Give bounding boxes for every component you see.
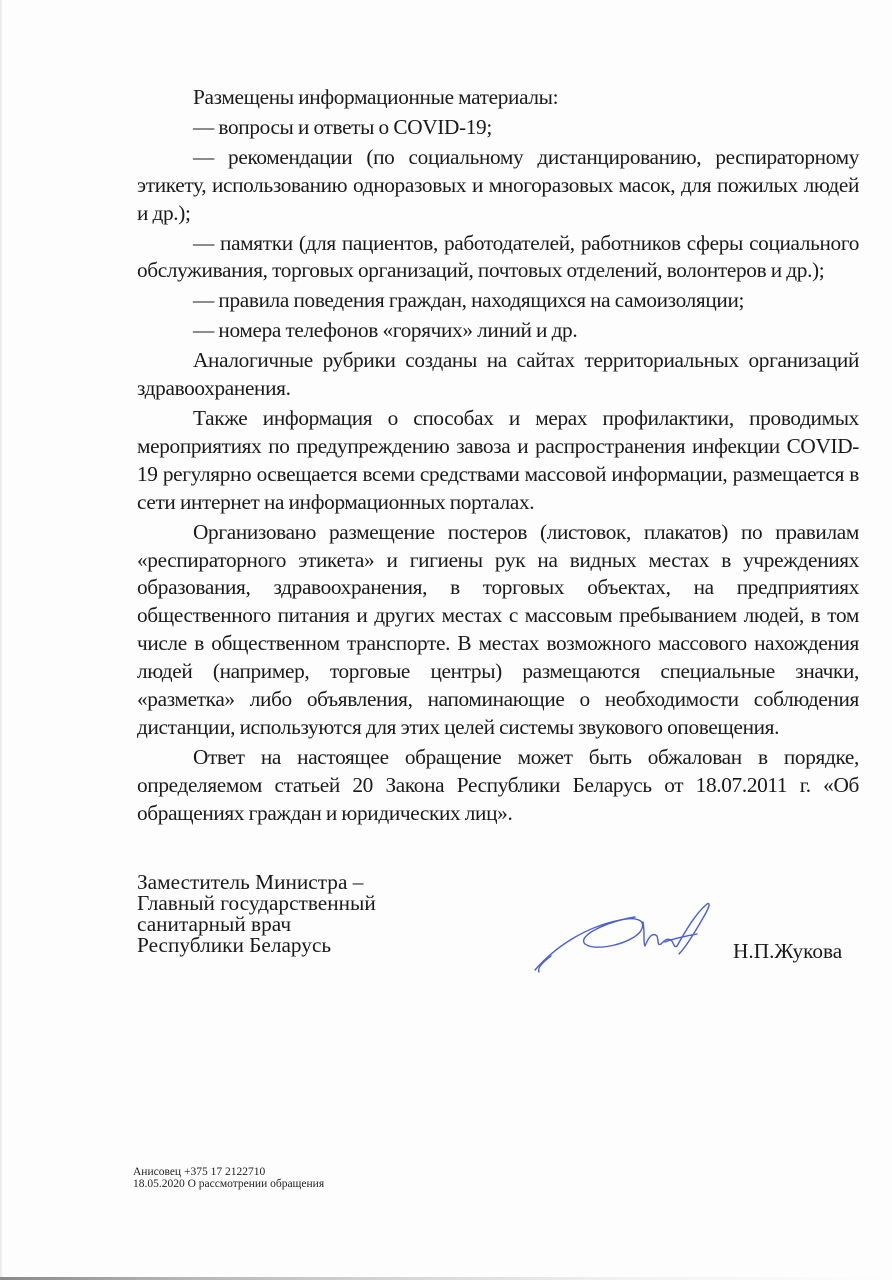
footer-note — [133, 1166, 859, 1261]
dash-bullet — [193, 145, 228, 169]
signatory-name: Н.П.Жукова — [733, 938, 843, 963]
dash-bullet — [193, 318, 218, 342]
paragraph-territorial: Аналогичные рубрики созданы на сайтах территориальных организаций здравоохранения. — [137, 348, 859, 401]
dash-bullet — [193, 115, 218, 139]
signature-stroke — [665, 934, 697, 942]
dash-bullet — [193, 231, 220, 255]
paragraph-posters: Организовано размещение постеров (листовок, плакатов) по правилам «респираторного этикета» и гигиены рук на видных местах в учреждениях образования, здравоохранения, в торговых объектах, на предприятиях общественного питания и других местах с массовым пребыванием людей, в том числе в общественном транспорте. В местах возможного массового нахождения людей (например, торговые центры) размещаются специальные значки, «разметка» либо объявления, напоминающие о необходимости соблюдения дистанции, используются для этих целей системы звукового оповещения. — [137, 519, 859, 739]
signature-row — [137, 869, 859, 982]
scan-edge-left — [0, 0, 3, 1280]
list-item-text: вопросы и ответы о COVID-19; — [218, 114, 492, 139]
list-item-recommendations — [137, 144, 859, 228]
list-item-memos — [137, 230, 859, 286]
handwritten-signature — [525, 892, 725, 982]
paragraph-media: Также информация о способах и мерах профилактики, проводимых мероприятиях по предупреждению завоза и распространения инфекции COVID-19 регулярно освещается всеми средствами массовой информации, размещается в сети интернет на информационных порталах. — [137, 405, 859, 514]
letter-body — [137, 84, 859, 828]
list-item-text: правила поведения граждан, находящихся на самоизоляции; — [218, 288, 745, 313]
paragraph-materials-intro: Размещены информационные материалы: — [193, 85, 559, 109]
signature-stroke — [643, 922, 677, 947]
signatory-title — [137, 869, 376, 957]
list-item-qa — [137, 114, 859, 142]
paragraph-appeal: Ответ на настоящее обращение может быть обжалован в порядке, определяемом статьей 20 Закона Республики Беларусь от 18.07.2011 г. «Об обращениях граждан и юридических лиц». — [137, 744, 859, 825]
list-item-rules — [137, 287, 859, 315]
signature-stroke — [677, 903, 709, 953]
signature-stroke — [535, 917, 643, 970]
list-item-text: памятки (для пациентов, работодателей, работников сферы социального обслуживания, торговых организаций, почтовых отделений, волонтеров и др.); — [137, 230, 859, 283]
signatory-title-line: Республики Беларусь — [137, 932, 332, 957]
list-item-hotlines — [137, 317, 859, 345]
footer-contact: Анисовец +375 17 2122710 — [133, 1165, 266, 1178]
footer-reference: 18.05.2020 О рассмотрении обращения — [133, 1178, 325, 1191]
signatory-title-line: санитарный врач — [137, 911, 292, 936]
list-item-text: номера телефонов «горячих» линий и др. — [218, 318, 578, 343]
list-item-text: рекомендации (по социальному дистанцированию, респираторному этикету, использованию одноразовых и многоразовых масок, для пожилых людей и др.); — [137, 144, 859, 225]
dash-bullet — [193, 288, 218, 312]
signatory-title-line: Главный государственный — [137, 890, 376, 915]
signatory-title-line: Заместитель Министра – — [137, 869, 364, 894]
